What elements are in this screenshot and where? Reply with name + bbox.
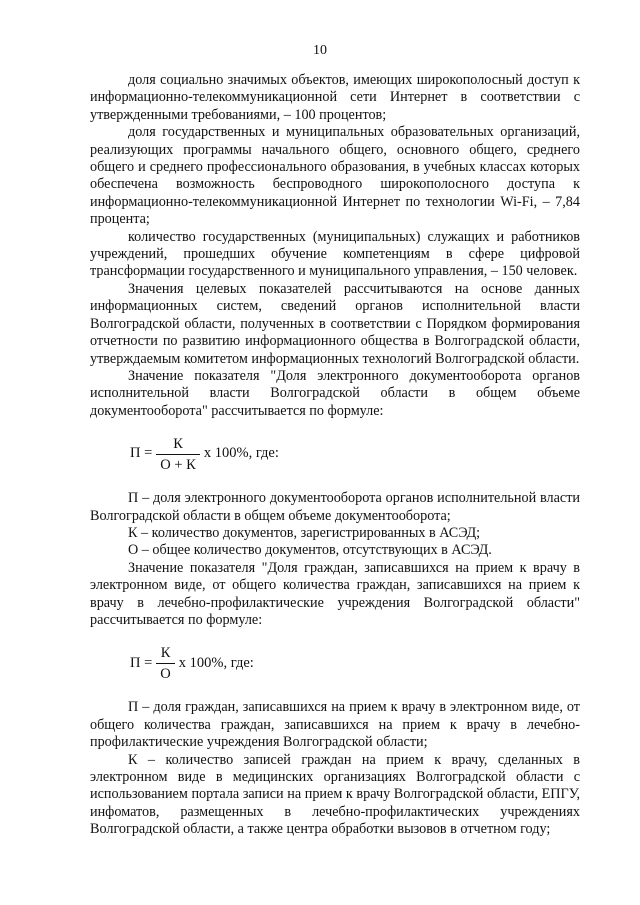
formula-fraction [156, 436, 200, 473]
fraction-bar [156, 663, 174, 664]
formula-lhs: П = [130, 445, 153, 462]
fraction-bar [156, 454, 200, 455]
paragraph: Значение показателя "Доля граждан, записавшихся на прием к врачу в электронном виде, от общего количества граждан, записавшихся на прием к врачу в лечебно-профилактические учреждения Волгоградской области" рассчитывается по формуле: [90, 559, 580, 628]
paragraph: доля социально значимых объектов, имеющих широкополосный доступ к информационно-телекоммуникационной сети Интернет в соответствии с утвержденными требованиями, – 100 процентов; [90, 72, 580, 123]
page-number: 10 [313, 43, 327, 58]
page-content [90, 72, 580, 839]
formula-numerator: К [173, 435, 183, 452]
formula-denominator: О + К [160, 456, 196, 473]
formula-doctor-appointments [130, 643, 580, 683]
paragraph: К – количество записей граждан на прием к врачу, сделанных в электронном виде в медицинских организациях Волгоградской области с использованием портала записи на прием к врачу Волгоградской области, ЕПГУ, инфоматов, размещенных в лечебно-профилактических учреждениях Волгоградской области, а также центра обработки вызовов в отчетном году; [90, 751, 580, 838]
formula-rhs: х 100%, где: [178, 654, 254, 671]
paragraph: К – количество документов, зарегистрированных в АСЭД; [128, 524, 481, 541]
paragraph: количество государственных (муниципальных) служащих и работников учреждений, прошедших обучение компетенциям в сфере цифровой трансформации государственного и муниципального управления, – 150 человек. [90, 228, 580, 280]
paragraph: О – общее количество документов, отсутствующих в АСЭД. [128, 542, 492, 559]
paragraph: Значения целевых показателей рассчитываются на основе данных информационных систем, сведений органов исполнительной власти Волгоградской области, полученных в соответствии с Порядком формирования отчетности по развитию информационного общества в Волгоградской области, утверждаемым комитетом информационных технологий Волгоградской области. [90, 280, 580, 367]
paragraph: доля государственных и муниципальных образовательных организаций, реализующих программы начального общего, основного общего, среднего общего и среднего профессионального образования, в учебных классах которых обеспечена возможность беспроводного широкополосного доступа к информационно-телекоммуникационной Интернет по технологии Wi-Fi, – 7,84 процента; [90, 124, 580, 228]
paragraph: П – доля граждан, записавшихся на прием к врачу в электронном виде, от общего количества граждан, записавшихся на прием к врачу в лечебно-профилактические учреждения Волгоградской области; [90, 699, 580, 751]
formula-denominator: О [160, 665, 171, 682]
formula-lhs: П = [130, 654, 153, 671]
formula-numerator: К [160, 644, 171, 661]
formula-electronic-docflow [130, 434, 580, 474]
formula-fraction [156, 645, 174, 682]
paragraph: Значение показателя "Доля электронного документооборота органов исполнительной власти Волгоградской области в общем объеме документооборота" рассчитывается по формуле: [90, 367, 580, 419]
formula-rhs: х 100%, где: [203, 445, 279, 462]
paragraph: П – доля электронного документооборота органов исполнительной власти Волгоградской области в общем объеме документооборота; [90, 490, 580, 524]
